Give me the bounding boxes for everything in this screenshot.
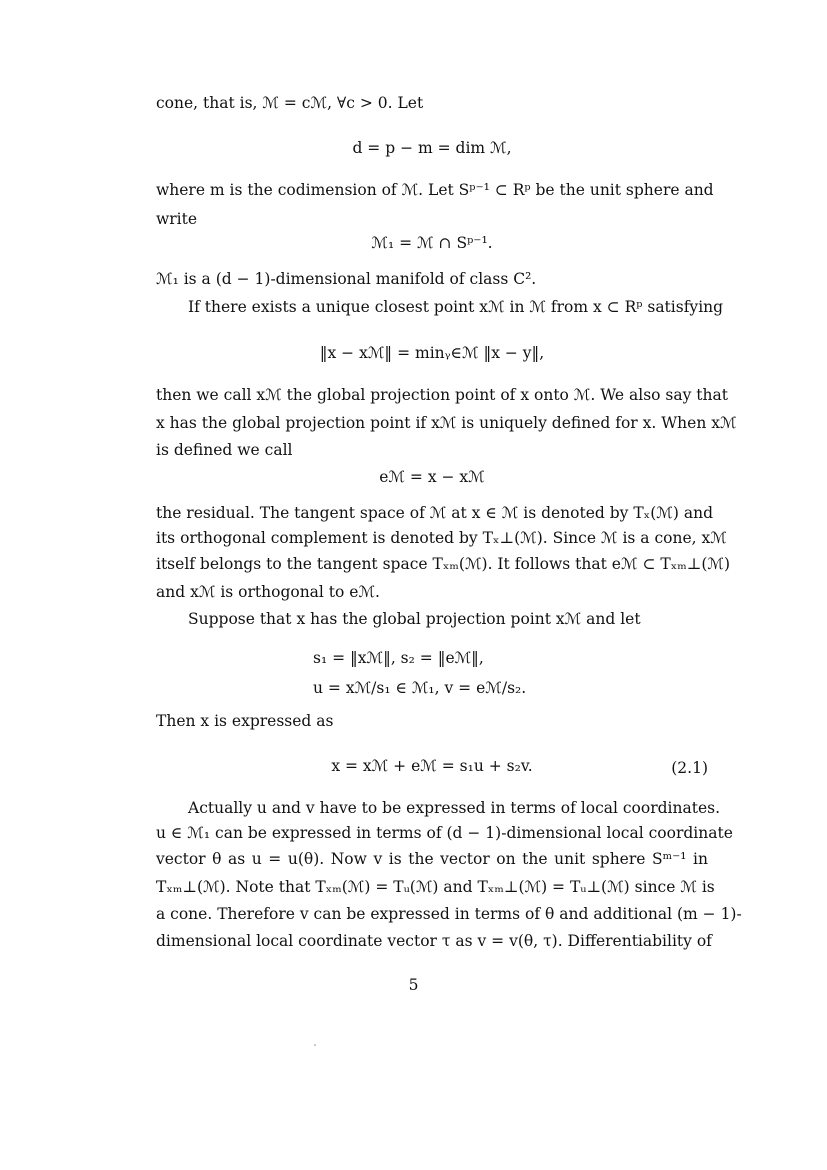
text-line: write: [156, 210, 198, 228]
scan-speck: [314, 1044, 316, 1046]
text-line: Suppose that x has the global projection point xℳ and let: [188, 610, 641, 628]
display-equation: ℳ₁ = ℳ ∩ Sᵖ⁻¹.: [371, 234, 493, 252]
text-line: u ∈ ℳ₁ can be expressed in terms of (d − 1)-dimensional local coordinate: [156, 824, 733, 842]
text-line: Tₓₘ⊥(ℳ). Note that Tₓₘ(ℳ) = Tᵤ(ℳ) and Tₓₘ⊥(ℳ) = Tᵤ⊥(ℳ) since ℳ is: [156, 878, 715, 896]
display-equation: x = xℳ + eℳ = s₁u + s₂v.: [331, 757, 533, 775]
page-number: 5: [408, 976, 419, 994]
text-line: its orthogonal complement is denoted by Tₓ⊥(ℳ). Since ℳ is a cone, xℳ: [156, 529, 727, 547]
text-line: the residual. The tangent space of ℳ at x ∈ ℳ is denoted by Tₓ(ℳ) and: [156, 504, 713, 522]
text-line: cone, that is, ℳ = cℳ, ∀c > 0. Let: [156, 94, 424, 112]
equation-number: (2.1): [671, 759, 708, 777]
text-line: itself belongs to the tangent space Tₓₘ(ℳ). It follows that eℳ ⊂ Tₓₘ⊥(ℳ): [156, 555, 731, 573]
text-line: ℳ₁ is a (d − 1)-dimensional manifold of class C².: [156, 270, 537, 288]
text-line: then we call xℳ the global projection point of x onto ℳ. We also say that: [156, 386, 728, 404]
text-line: where m is the codimension of ℳ. Let Sᵖ⁻¹ ⊂ Rᵖ be the unit sphere and: [156, 181, 714, 199]
text-line: is defined we call: [156, 441, 293, 459]
text-line: and xℳ is orthogonal to eℳ.: [156, 583, 380, 601]
display-equation: d = p − m = dim ℳ,: [352, 139, 512, 157]
display-equation: u = xℳ/s₁ ∈ ℳ₁, v = eℳ/s₂.: [313, 679, 527, 697]
text-line: If there exists a unique closest point xℳ in ℳ from x ⊂ Rᵖ satisfying: [188, 298, 724, 316]
text-line: vector θ as u = u(θ). Now v is the vector on the unit sphere Sᵐ⁻¹ in: [156, 850, 708, 868]
display-equation: ‖x − xℳ‖ = minᵧ∈ℳ ‖x − y‖,: [319, 344, 545, 362]
text-line: Then x is expressed as: [156, 712, 334, 730]
text-line: Actually u and v have to be expressed in terms of local coordinates.: [188, 799, 721, 817]
text-line: x has the global projection point if xℳ is uniquely defined for x. When xℳ: [156, 414, 737, 432]
text-line: dimensional local coordinate vector τ as v = v(θ, τ). Differentiability of: [156, 932, 712, 950]
display-equation: eℳ = x − xℳ: [379, 468, 485, 486]
text-line: a cone. Therefore v can be expressed in terms of θ and additional (m − 1)-: [156, 905, 742, 923]
display-equation: s₁ = ‖xℳ‖, s₂ = ‖eℳ‖,: [313, 649, 484, 667]
